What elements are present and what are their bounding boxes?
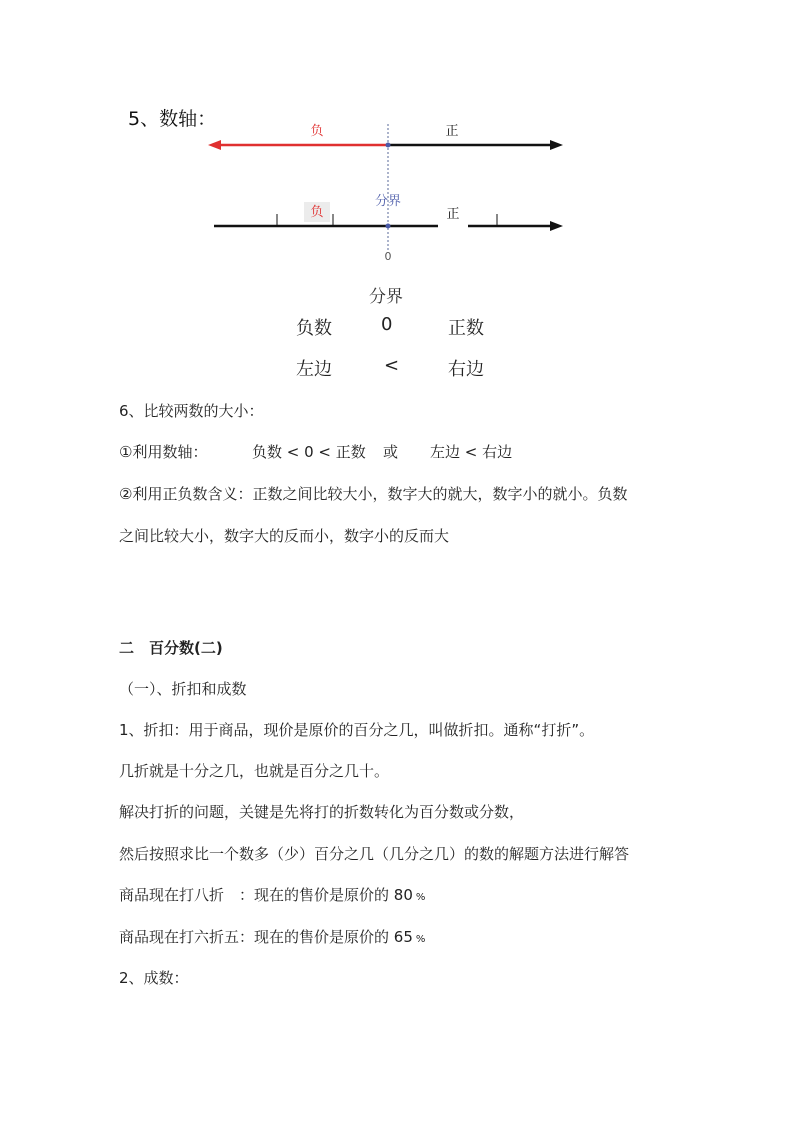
example-65-text: 商品现在打六折五：现在的售价是原价的 65 [119, 928, 413, 946]
paragraph-discount-key: 解决打折的问题，关键是先将打的折数转化为百分数或分数， [119, 803, 525, 821]
negative-arrowhead [208, 140, 221, 150]
example-80-text: 商品现在打八折 ：现在的售价是原价的 80 [119, 886, 413, 904]
boundary-caption: 分界 [369, 287, 403, 307]
example-65 [119, 926, 425, 947]
boundary-label-blue: 分界 [374, 194, 402, 209]
figure-heading: 5、数轴： [128, 108, 217, 130]
row1-right: 正数 [448, 318, 484, 339]
row2-right: 右边 [448, 359, 484, 380]
bottom-negative-label: 负 [310, 205, 324, 220]
section6-item2-line2: 之间比较大小，数字大的反而小，数字小的反而大 [119, 527, 450, 545]
paragraph-discount-def: 1、折扣：用于商品，现价是原价的百分之几，叫做折扣。通称“打折”。 [119, 721, 595, 739]
paragraph-discount-method: 然后按照求比一个数多（少）百分之几（几分之几）的数的解题方法进行解答 [119, 845, 630, 863]
positive-arrowhead [550, 140, 563, 150]
row1-left: 负数 [296, 318, 332, 339]
example-80 [119, 884, 425, 905]
row2-left: 左边 [296, 359, 332, 380]
top-positive-label: 正 [445, 124, 459, 139]
row2-middle: < [384, 355, 400, 376]
section6-item1-label: ①利用数轴： [119, 443, 208, 461]
top-negative-label: 负 [310, 124, 324, 139]
row1-middle: 0 [381, 314, 393, 335]
section6-item1-rule1: 负数 < 0 < 正数 [252, 443, 366, 461]
zero-label: 0 [384, 250, 392, 263]
number-line-figure [0, 0, 793, 300]
percent-sign: % [415, 892, 426, 903]
paragraph-discount-meaning: 几折就是十分之几，也就是百分之几十。 [119, 762, 390, 780]
chapter-subtitle: （一）、折扣和成数 [119, 680, 247, 698]
section6-title: 6、比较两数的大小： [119, 402, 264, 420]
section6-item1-or: 或 [383, 443, 399, 461]
bottom-axis-arrowhead [550, 221, 563, 231]
paragraph-chengshu: 2、成数： [119, 969, 189, 987]
chapter-title: 二 百分数(二) [119, 639, 223, 657]
section6-item2-line1: ②利用正负数含义：正数之间比较大小，数字大的就大，数字小的就小。负数 [119, 485, 628, 503]
percent-sign: % [415, 934, 426, 945]
top-origin-dot [386, 143, 391, 148]
bottom-origin-dot [386, 224, 391, 229]
section6-item1-rule2: 左边 < 右边 [430, 443, 513, 461]
bottom-positive-label: 正 [446, 207, 460, 222]
